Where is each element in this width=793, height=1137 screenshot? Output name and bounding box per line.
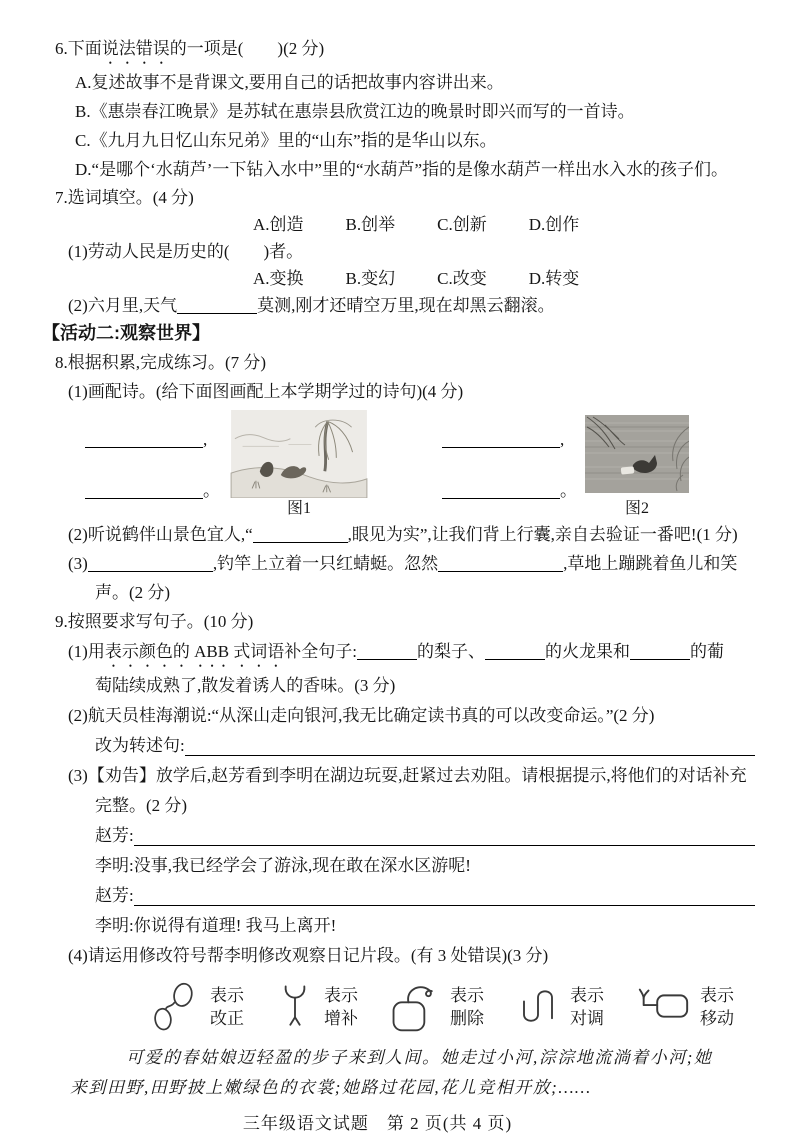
question-6-stem bbox=[55, 34, 755, 68]
figure-1-caption: 图1 bbox=[286, 500, 311, 517]
activity-2-section-header: 【活动二:观察世界】 bbox=[42, 323, 210, 343]
figure-1-image bbox=[228, 410, 370, 498]
figure-1-answer-blanks bbox=[85, 410, 220, 520]
q9-sub-3-line1: (3)【劝告】放学后,赵芳看到李明在湖边玩耍,赶紧过去劝阻。请根据提示,将他们的对话补充 bbox=[68, 766, 747, 785]
q7-sub-2-post: 莫测,刚才还晴空万里,现在却黑云翻滚。 bbox=[257, 296, 555, 315]
q7-option2-b: B.变幻 bbox=[345, 269, 396, 288]
q8-sub-3 bbox=[68, 549, 755, 578]
deletion-mark-icon bbox=[388, 979, 442, 1035]
question-8 bbox=[0, 348, 755, 607]
q8-sub-3-continuation: 声。(2 分) bbox=[95, 583, 171, 602]
q7-option2-a: A.变换 bbox=[253, 269, 304, 288]
q7-option2-c: C.改变 bbox=[437, 269, 487, 288]
move-symbol-item bbox=[634, 982, 734, 1032]
q8-sub-3-b: ,钓竿上立着一只红蜻蜓。忽然 bbox=[212, 554, 439, 573]
question-8-stem: 8.根据积累,完成练习。(7 分) bbox=[55, 353, 267, 372]
fill-in-blank bbox=[253, 524, 348, 543]
question-6 bbox=[0, 34, 755, 184]
q9-sub-2: (2)航天员桂海潮说:“从深山走向银河,我无比确定读书真的可以改变命运。”(2 分) bbox=[68, 706, 655, 725]
figure-2 bbox=[585, 410, 689, 520]
move-mark-icon bbox=[634, 982, 692, 1032]
q9-sub-1-continuation: 萄陆续成熟了,散发着诱人的香味。(3 分) bbox=[95, 676, 396, 695]
q7-sub-1: (1)劳动人民是历史的( )者。 bbox=[68, 242, 304, 261]
question-7 bbox=[0, 184, 755, 319]
figure-1-group bbox=[85, 410, 370, 520]
q9-sub-4: (4)请运用修改符号帮李明修改观察日记片段。(有 3 处错误)(3 分) bbox=[68, 946, 549, 965]
q7-option2-d: D.转变 bbox=[528, 269, 580, 288]
q6-option-a: A.复述故事不是背课文,要用自己的话把故事内容讲出来。 bbox=[75, 73, 504, 92]
swap-mark-icon bbox=[514, 979, 562, 1035]
page-footer: 三年级语文试题 第 2 页(共 4 页) bbox=[242, 1114, 513, 1133]
q8-sub-1: (1)画配诗。(给下面图画配上本学期学过的诗句)(4 分) bbox=[68, 382, 464, 401]
fill-in-blank bbox=[134, 881, 755, 906]
proofreading-symbols-legend bbox=[150, 979, 755, 1035]
fill-in-blank bbox=[438, 553, 563, 572]
deletion-symbol-item bbox=[388, 979, 484, 1035]
q8-sub-2 bbox=[68, 520, 755, 549]
q7-option-row-2 bbox=[253, 265, 755, 292]
q9-sub-2-answer bbox=[95, 731, 755, 761]
q7-option-b: B.创举 bbox=[345, 215, 396, 234]
dialogue-label: 赵芳: bbox=[95, 886, 134, 905]
insertion-mark-icon bbox=[274, 979, 316, 1035]
dialogue-zhaofang-1 bbox=[95, 821, 755, 851]
q6-stem-post: 的一项是( )(2 分) bbox=[169, 39, 325, 58]
question-9-stem: 9.按照要求写句子。(10 分) bbox=[55, 612, 254, 631]
swap-symbol-item bbox=[514, 979, 604, 1035]
q8-sub-3-a: (3) bbox=[68, 554, 88, 573]
fill-in-blank bbox=[185, 731, 755, 756]
dialogue-liming-1: 李明:没事,我已经学会了游泳,现在敢在深水区游呢! bbox=[95, 856, 471, 875]
period-mark: 。 bbox=[560, 481, 577, 500]
correction-symbol-item bbox=[150, 979, 244, 1035]
q8-sub-2-post: ,眼见为实”,让我们背上行囊,亲自去验证一番吧!(1 分) bbox=[347, 525, 738, 544]
q7-option-a: A.创造 bbox=[253, 215, 304, 234]
figure-2-answer-blanks bbox=[442, 410, 577, 520]
fill-in-blank bbox=[85, 429, 203, 448]
q6-stem-emphasis: 说法错误 bbox=[101, 39, 170, 58]
correction-mark-icon bbox=[150, 979, 202, 1035]
figure-2-image bbox=[585, 415, 689, 493]
q6-stem-pre: 6.下面 bbox=[55, 39, 102, 58]
fill-in-blank bbox=[442, 480, 560, 499]
q9-sub-1-emphasis: 表示颜色的 ABB 式词语 bbox=[104, 642, 285, 661]
fill-in-blank bbox=[88, 553, 213, 572]
dialogue-label: 赵芳: bbox=[95, 826, 134, 845]
insertion-symbol-item bbox=[274, 979, 358, 1035]
q6-option-c: C.《九月九日忆山东兄弟》里的“山东”指的是华山以东。 bbox=[75, 131, 497, 150]
symbol-label: 表示 增补 bbox=[324, 986, 358, 1028]
period-mark: 。 bbox=[203, 481, 220, 500]
q7-sub-2 bbox=[68, 292, 755, 319]
question-7-stem: 7.选词填空。(4 分) bbox=[55, 188, 194, 207]
symbol-label: 表示 改正 bbox=[210, 986, 244, 1028]
symbol-label: 表示 对调 bbox=[570, 986, 604, 1028]
figure-2-group bbox=[442, 410, 689, 520]
fill-in-blank bbox=[630, 641, 690, 660]
q6-option-d: D.“是哪个‘水葫芦’一下钻入水中”里的“水葫芦”指的是像水葫芦一样出水入水的孩子们。 bbox=[75, 160, 729, 179]
q7-option-row-1 bbox=[253, 211, 755, 238]
dialogue-zhaofang-2 bbox=[95, 881, 755, 911]
q9-sub-1 bbox=[68, 637, 755, 671]
symbol-label: 表示 删除 bbox=[450, 986, 484, 1028]
fill-in-blank bbox=[485, 641, 545, 660]
fill-in-blank bbox=[85, 480, 203, 499]
q8-sub-2-pre: (2)听说鹤伴山景色宜人,“ bbox=[68, 525, 253, 544]
comma-mark: , bbox=[203, 430, 208, 449]
diary-passage: 可爱的春姑娘迈轻盈的步子来到人间。她走过小河,淙淙地流淌着小河;她来到田野,田野披上嫩绿色的衣裳;她路过花园,花儿竞相开放;…… bbox=[70, 1048, 713, 1097]
question-9 bbox=[0, 607, 755, 971]
q9-sub-1-t2: 的火龙果和 bbox=[545, 642, 631, 661]
q7-sub-2-pre: (2)六月里,天气 bbox=[68, 296, 178, 315]
figure-row bbox=[85, 410, 755, 520]
fill-in-blank bbox=[134, 821, 755, 846]
figure-1 bbox=[228, 410, 370, 520]
symbol-label: 表示 移动 bbox=[700, 986, 734, 1028]
fill-in-blank bbox=[177, 295, 257, 314]
q9-sub-3-line2: 完整。(2 分) bbox=[95, 796, 188, 815]
figure-2-caption: 图2 bbox=[624, 500, 649, 517]
q8-sub-3-c: ,草地上蹦跳着鱼儿和笑 bbox=[563, 554, 738, 573]
q9-sub-1-pre: (1)用 bbox=[68, 642, 105, 661]
q9-sub-2-label: 改为转述句: bbox=[95, 736, 185, 755]
fill-in-blank bbox=[357, 641, 417, 660]
q6-option-b: B.《惠崇春江晚景》是苏轼在惠崇县欣赏江边的晚景时即兴而写的一首诗。 bbox=[75, 102, 635, 121]
q9-sub-1-mid: 补全句子: bbox=[284, 642, 358, 661]
q9-sub-1-t3: 的葡 bbox=[690, 642, 725, 661]
fill-in-blank bbox=[442, 429, 560, 448]
dialogue-liming-2: 李明:你说得有道理! 我马上离开! bbox=[95, 916, 337, 935]
q7-option-c: C.创新 bbox=[437, 215, 487, 234]
q7-option-d: D.创作 bbox=[528, 215, 580, 234]
q9-sub-1-t1: 的梨子、 bbox=[417, 642, 486, 661]
comma-mark: , bbox=[560, 430, 565, 449]
